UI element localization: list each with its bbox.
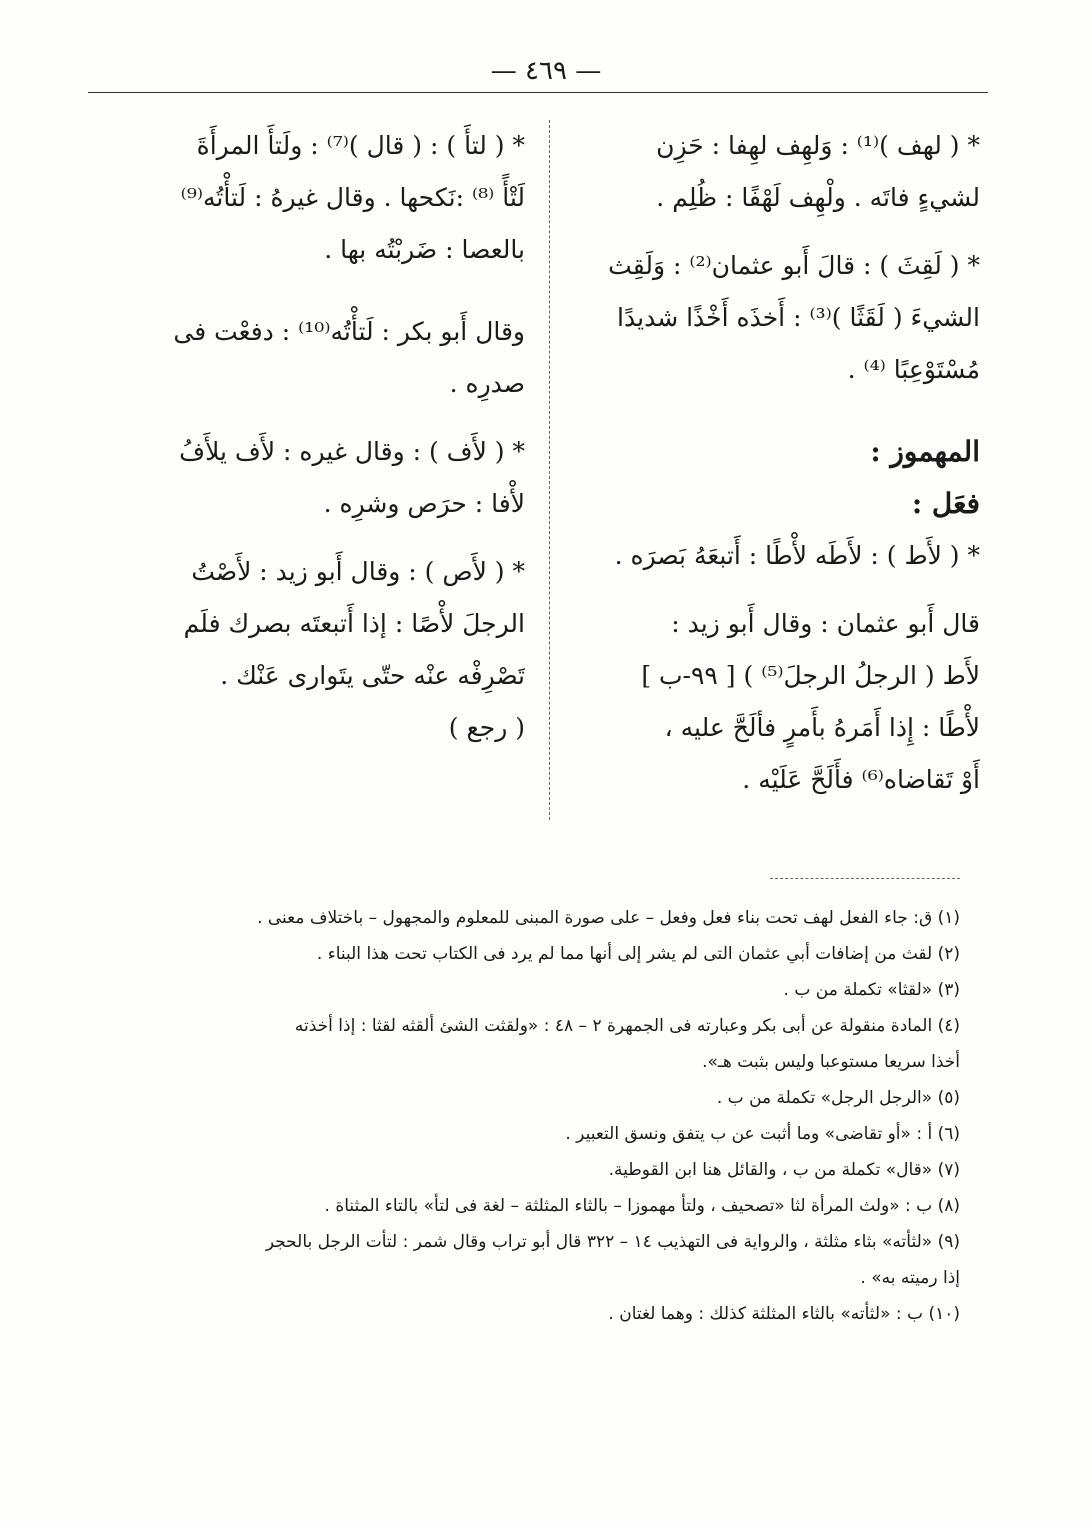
footnote: (٣) «لقثا» تكملة من ب . (783, 980, 960, 1000)
text-line: * ( لأَص ) : وقال أَبو زيد : لأَصْتُ (191, 557, 525, 586)
footnote: إذا رميته به» . (860, 1268, 960, 1288)
top-rule (88, 92, 988, 93)
text-line: لأْطًا : إِذا أَمَرهُ بأَمرٍ فألَحَّ عليه ، (664, 713, 980, 742)
text-line: لأْفا : حرَص وشرِه . (323, 489, 525, 518)
footnote: (٧) «قال» تكملة من ب ، والقائل هنا ابن القوطية. (608, 1160, 960, 1180)
text-line: لأَط ( الرجلُ الرجلَ⁽⁵⁾ ) [ ٩٩-ب ] (641, 661, 980, 690)
column-divider (549, 120, 550, 820)
footnote: (٦) أ : «أو تقاضى» وما أثبت عن ب يتفق ونسق التعبير . (565, 1124, 960, 1144)
text-line: تَصْرِفْه عنْه حتّى يتَوارى عَنْك . (220, 661, 525, 690)
footnote: (٢) لقث من إضافات أبي عثمان التى لم يشر إلى أنها مما لم يرد فى الكتاب تحت هذا البناء . (316, 944, 960, 964)
right-column (580, 120, 980, 806)
text-line: صدرِه . (449, 369, 525, 398)
left-column (100, 120, 525, 754)
footnote: (٩) «لثأته» بثاء مثلثة ، والرواية فى التهذيب ١٤ – ٣٢٢ قال أبو تراب وقال شمر : لتأت الرجل بالحجر (265, 1232, 960, 1252)
text-line: لشيءٍ فاتَه . ولْهِف لَهْفًا : ظُلِم . (656, 183, 980, 212)
text-line: مُسْتَوْعِبًا ⁽⁴⁾ . (847, 355, 980, 384)
footnote: (٨) ب : «ولث المرأة لثا «تصحيف ، ولتأ مهموزا – بالثاء المثلثة – لغة فى لتأ» بالتاء المثناة . (324, 1196, 960, 1216)
page-number: — ٤٦٩ — (490, 56, 602, 86)
text-line: بالعصا : ضَربْتُه بها . (324, 235, 525, 264)
text-line: أَوْ تَقاضاه⁽⁶⁾ فأَلَحَّ عَلَيْه . (742, 765, 980, 794)
text-line: * ( لهف )⁽¹⁾ : وَلهِف لهِفا : حَزِن (656, 131, 980, 160)
text-line: الشيءَ ( لَقَثًا )⁽³⁾ : أَخذَه أَخْذًا شديدًا (617, 303, 980, 332)
text-line: * ( لأَط ) : لأَطَه لأْطًا : أَتبعَهُ بَصرَه . (614, 541, 980, 570)
footnote: (١) ق: جاء الفعل لهف تحت بناء فعل وفعل – على صورة المبنى للمعلوم والمجهول – باختلاف معنى . (257, 908, 960, 928)
text-line: ( رجع ) (448, 713, 525, 742)
text-line: قال أَبو عثمان : وقال أَبو زيد : (671, 609, 980, 638)
footnote-rule (770, 878, 960, 879)
footnote: أخذا سريعا مستوعبا وليس بثبت هـ». (702, 1052, 960, 1072)
section-heading: فعَل : (911, 487, 980, 520)
footnote: (١٠) ب : «لثأته» بالثاء المثلثة كذلك : وهما لغتان . (608, 1304, 960, 1324)
text-line: لَتْأً ⁽⁸⁾ :نَكحها . وقال غيرهُ : لَتأْتُه⁽⁹⁾ (180, 183, 525, 212)
text-line: الرجلَ لأْصًا : إذا أَتبعتَه بصرك فلَم (183, 609, 525, 638)
text-line: * ( لَقِثَ ) : قالَ أَبو عثمان⁽²⁾ : وَلَقِث (608, 251, 980, 280)
footnote: (٤) المادة منقولة عن أبى بكر وعبارته فى الجمهرة ٢ – ٤٨ : «ولقثت الشئ ألقثه لقثا : إذا أخذته (294, 1016, 960, 1036)
footnote: (٥) «الرجل الرجل» تكملة من ب . (716, 1088, 960, 1108)
text-line: وقال أَبو بكر : لَتأْتُه⁽¹⁰⁾ : دفعْت فى (173, 317, 525, 346)
section-heading: المهموز : (870, 435, 980, 468)
text-line: * ( لتأَ ) : ( قال )⁽⁷⁾ : ولَتأَ المرأَةَ (196, 131, 525, 160)
footnotes (120, 900, 960, 1332)
text-line: * ( لأَف ) : وقال غيره : لأَف يلأَفُ (179, 437, 525, 466)
